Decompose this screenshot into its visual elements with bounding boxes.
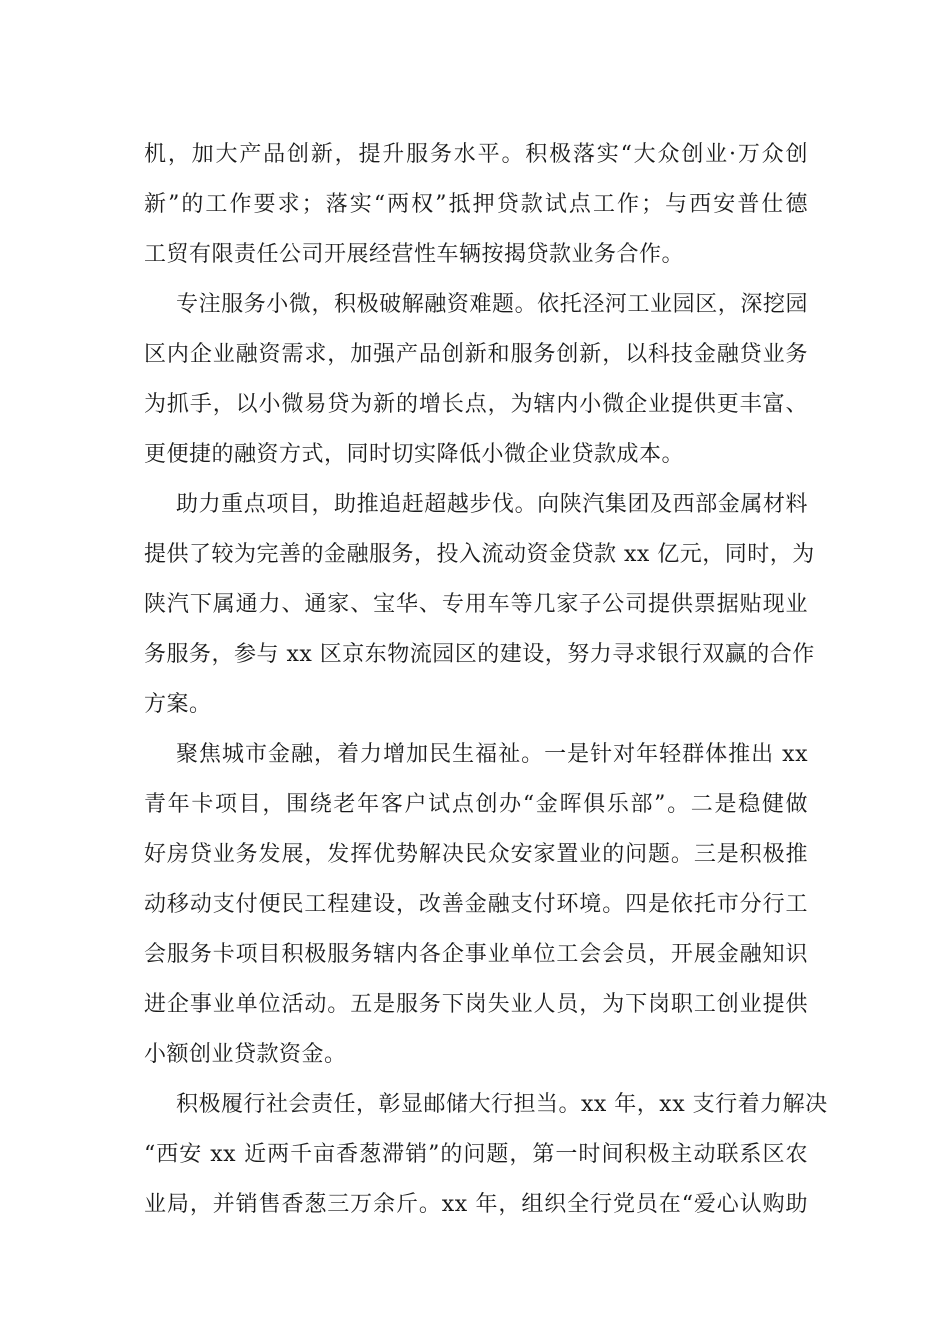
text-line: 进企事业单位活动。五是服务下岗失业人员，为下岗职工创业提供 xyxy=(144,992,808,1017)
text-line: 会服务卡项目积极服务辖内各企事业单位工会会员，开展金融知识 xyxy=(144,942,808,967)
paragraph-urban-finance xyxy=(144,730,808,1080)
text-line: 聚焦城市金融，着力增加民生福祉。一是针对年轻群体推出 xx xyxy=(176,742,808,767)
text-line: 提供了较为完善的金融服务，投入流动资金贷款 xx 亿元，同时，为 xyxy=(144,542,815,567)
text-line: 助力重点项目，助推追赶超越步伐。向陕汽集团及西部金属材料 xyxy=(176,492,808,517)
text-line: “西安 xx 近两千亩香葱滞销”的问题，第一时间积极主动联系区农 xyxy=(144,1142,808,1167)
text-line: 为抓手，以小微易贷为新的增长点，为辖内小微企业提供更丰富、 xyxy=(144,392,808,417)
text-line: 动移动支付便民工程建设，改善金融支付环境。四是依托市分行工 xyxy=(144,892,808,917)
paragraph-small-micro-services xyxy=(144,280,808,480)
text-line: 专注服务小微，积极破解融资难题。依托泾河工业园区，深挖园 xyxy=(176,292,808,317)
text-line: 新”的工作要求；落实“两权”抵押贷款试点工作；与西安普仕德 xyxy=(144,192,808,217)
text-line: 机，加大产品创新，提升服务水平。积极落实“大众创业·万众创 xyxy=(144,142,808,167)
text-line: 更便捷的融资方式，同时切实降低小微企业贷款成本。 xyxy=(144,442,685,467)
text-line: 小额创业贷款资金。 xyxy=(144,1042,347,1067)
paragraph-social-responsibility xyxy=(144,1080,828,1230)
text-line: 业局，并销售香葱三万余斤。xx 年，组织全行党员在“爱心认购助 xyxy=(144,1192,808,1217)
text-line: 务服务，参与 xx 区京东物流园区的建设，努力寻求银行双赢的合作 xyxy=(144,642,815,667)
text-line: 陕汽下属通力、通家、宝华、专用车等几家子公司提供票据贴现业 xyxy=(144,592,808,617)
paragraph-continuation xyxy=(144,130,808,280)
text-line: 好房贷业务发展，发挥优势解决民众安家置业的问题。三是积极推 xyxy=(144,842,808,867)
document-body xyxy=(144,130,828,1230)
paragraph-key-projects xyxy=(144,480,815,730)
text-line: 积极履行社会责任，彰显邮储大行担当。xx 年，xx 支行着力解决 xyxy=(176,1092,828,1117)
text-line: 区内企业融资需求，加强产品创新和服务创新，以科技金融贷业务 xyxy=(144,342,808,367)
text-line: 青年卡项目，围绕老年客户试点创办“金晖俱乐部”。二是稳健做 xyxy=(144,792,808,817)
text-line: 工贸有限责任公司开展经营性车辆按揭贷款业务合作。 xyxy=(144,242,685,267)
text-line: 方案。 xyxy=(144,692,212,717)
